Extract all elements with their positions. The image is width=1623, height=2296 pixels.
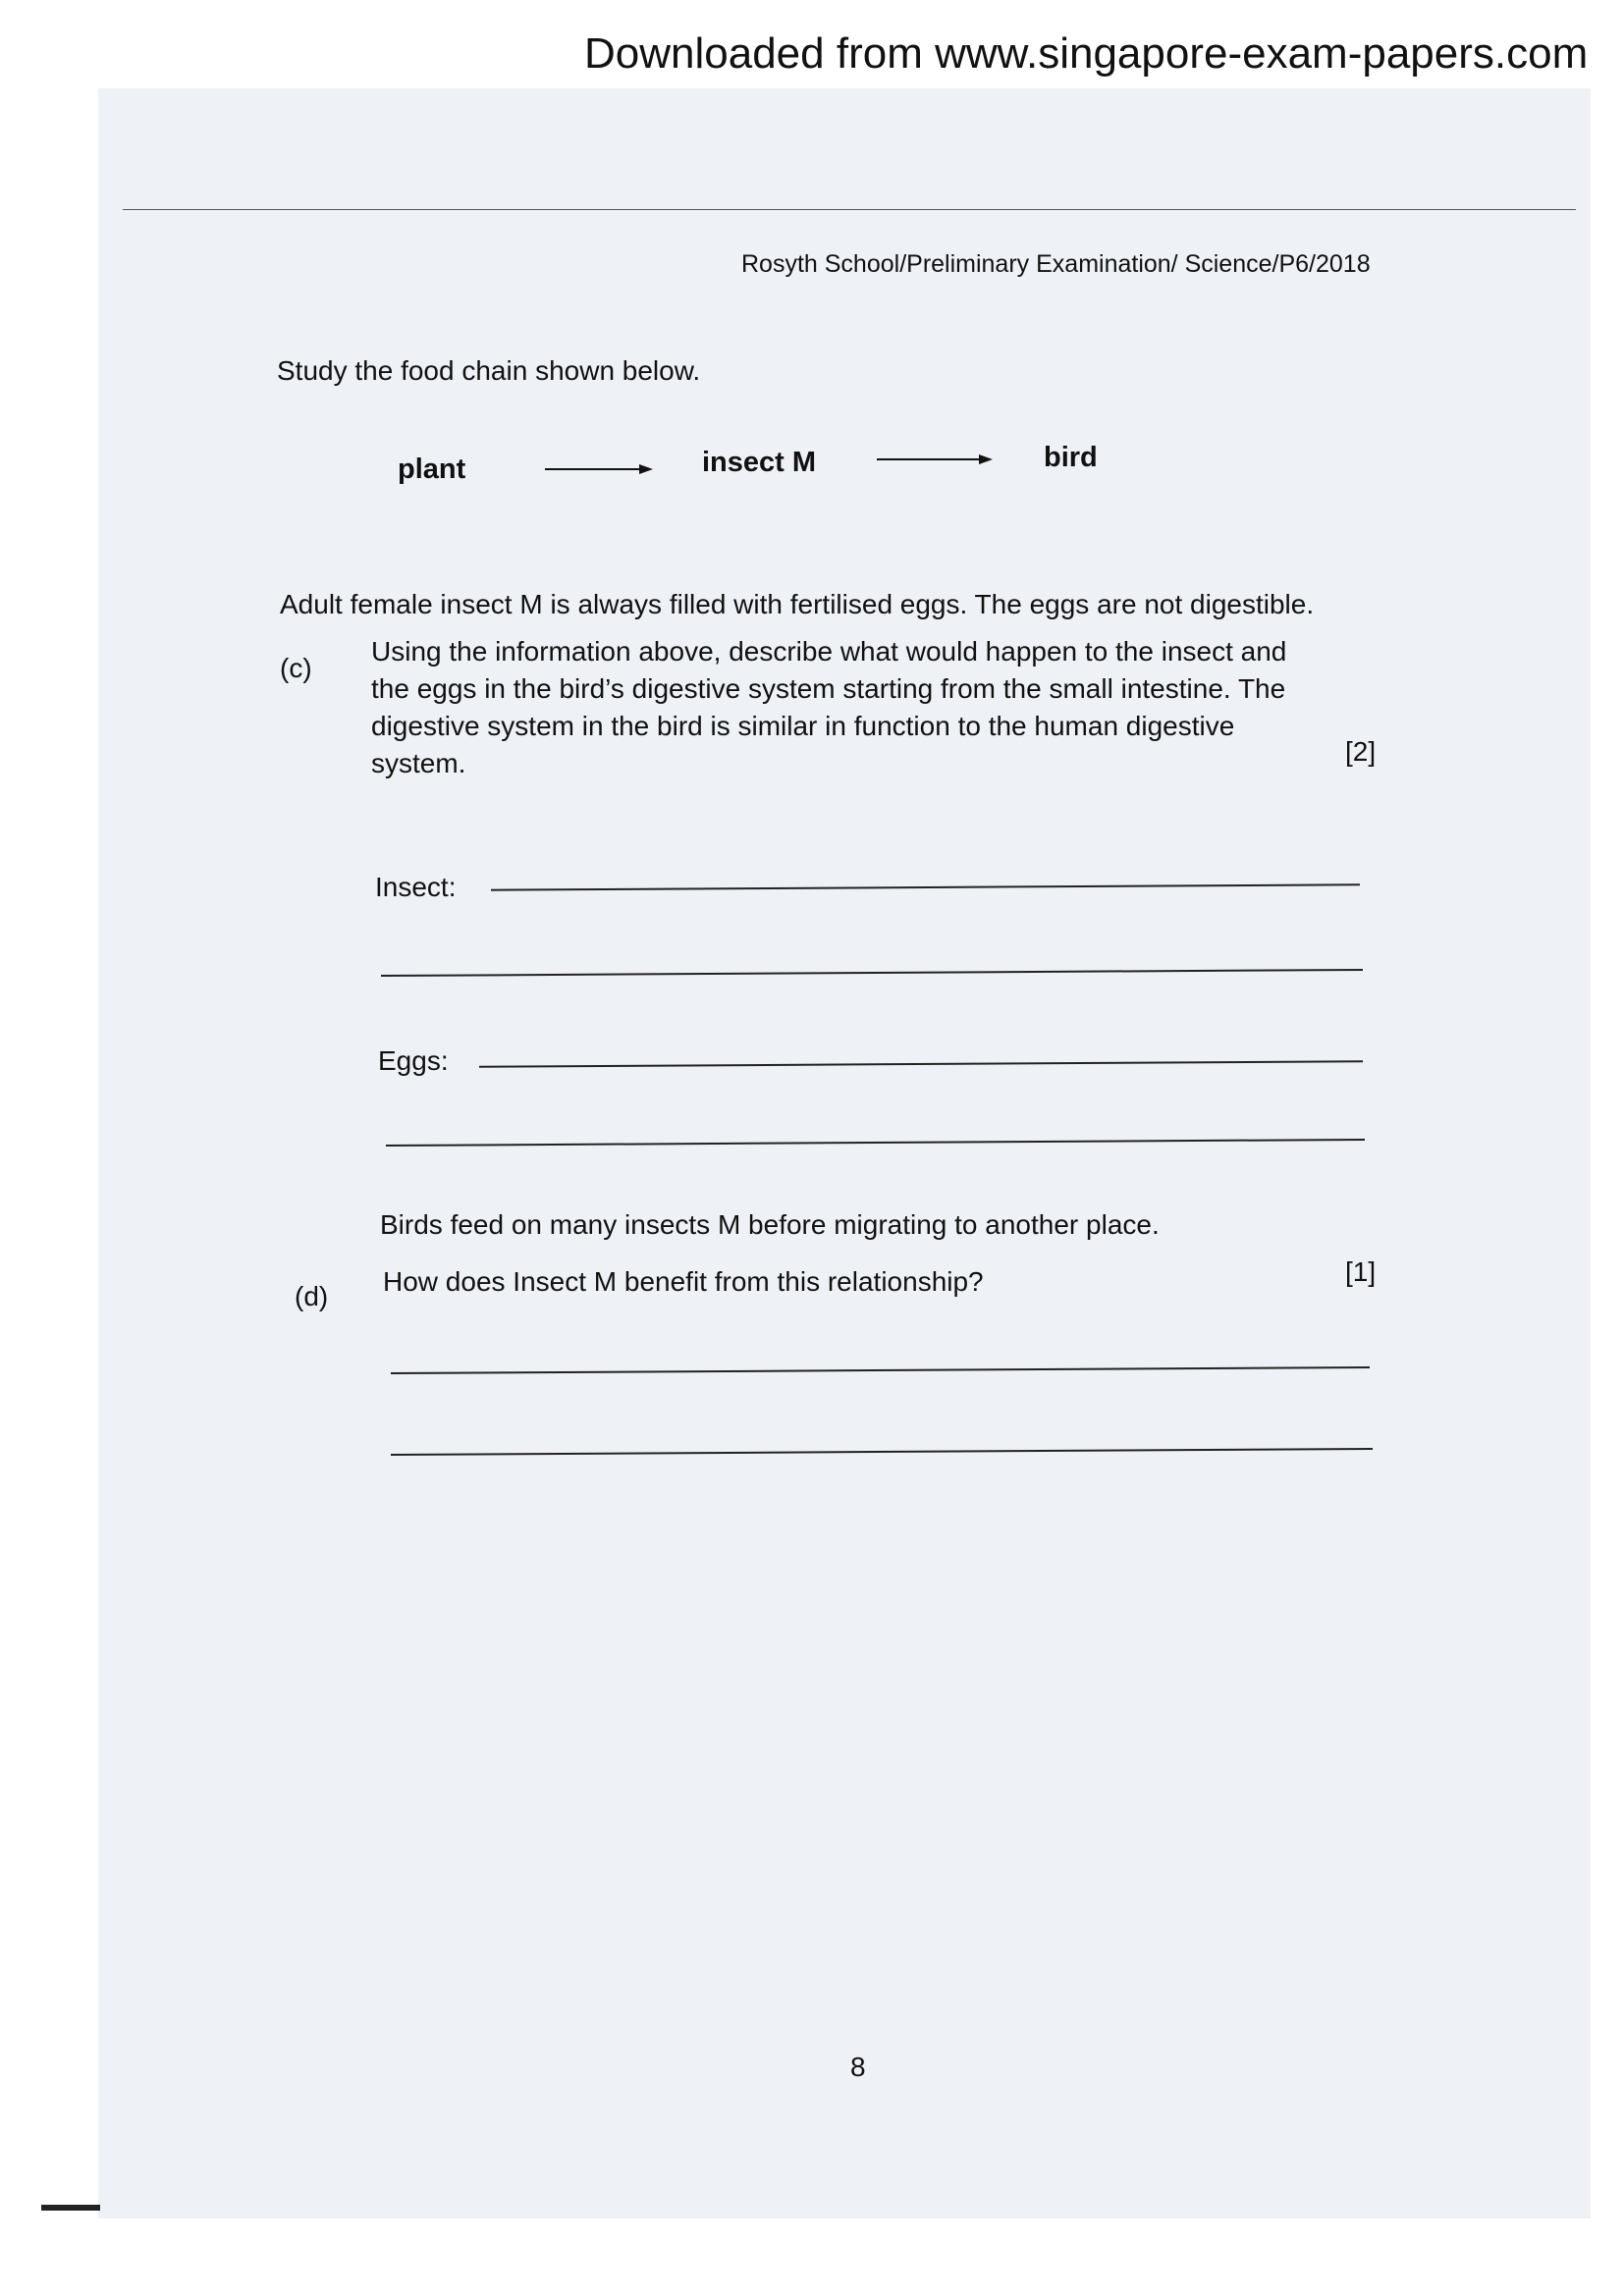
arrow-right-icon: [545, 461, 655, 477]
question-c-marks: [2]: [1345, 736, 1377, 767]
question-d-label: (d): [295, 1281, 329, 1311]
scanned-page: [98, 88, 1591, 2218]
intro-text: Study the food chain shown below.: [277, 355, 701, 386]
question-c-line: the eggs in the bird’s digestive system starting from the small intestine. The: [371, 673, 1286, 704]
question-c-line: digestive system in the bird is similar in function to the human digestive: [371, 711, 1235, 741]
chain-bird: bird: [1044, 442, 1098, 473]
page-header: Rosyth School/Preliminary Examination/ Science/P6/2018: [741, 250, 1371, 278]
scan-edge-mark: [41, 2205, 100, 2211]
statement-text: Adult female insect M is always filled with fertilised eggs. The eggs are not digestible.: [280, 589, 1315, 619]
top-rule: [123, 209, 1576, 210]
question-c-text: [371, 633, 1387, 782]
question-d-marks: [1]: [1345, 1256, 1377, 1287]
download-banner: Downloaded from www.singapore-exam-papers.com: [584, 29, 1589, 78]
question-c-label: (c): [280, 653, 312, 683]
question-d-context: Birds feed on many insects M before migrating to another place.: [380, 1209, 1160, 1240]
chain-plant: plant: [398, 454, 466, 485]
eggs-label: Eggs:: [378, 1045, 449, 1076]
arrow-right-icon: [877, 452, 995, 467]
insect-label: Insect:: [375, 872, 457, 902]
question-c-line: Using the information above, describe what would happen to the insect and: [371, 636, 1287, 667]
chain-insect-m: insect M: [702, 447, 817, 478]
question-c-line: system.: [371, 748, 466, 778]
question-d-text: How does Insect M benefit from this relationship?: [383, 1266, 984, 1297]
page-number: 8: [850, 2052, 866, 2082]
